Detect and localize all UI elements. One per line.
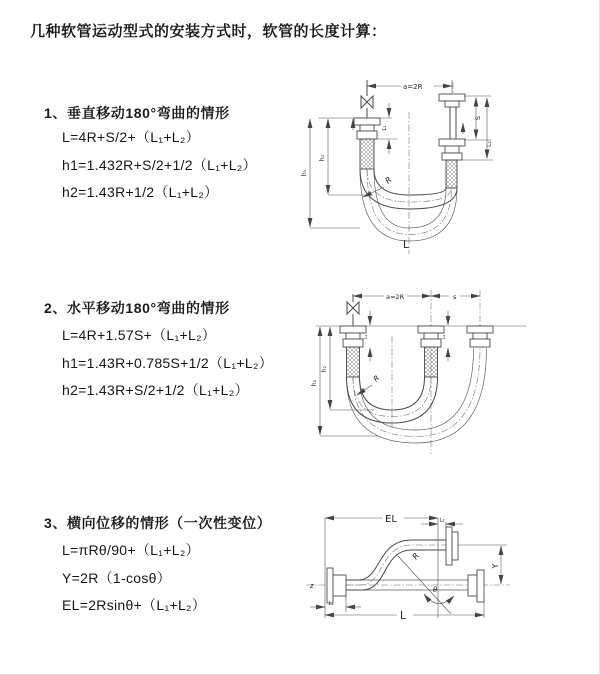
dim-label-s: S (474, 115, 482, 121)
dim-label-h1: h₁ (301, 169, 308, 177)
section-2 (44, 298, 230, 318)
dim-label-l2: L₂ (439, 517, 445, 524)
braided-hose-section (425, 347, 438, 377)
length-label: L (403, 239, 409, 251)
section-1 (44, 103, 230, 123)
dim-label-y: Y (491, 563, 500, 569)
formula: L=πRθ/90+（L₁+L₂） (62, 542, 200, 558)
hose-moved-position (347, 348, 487, 443)
angle-label: θ (433, 586, 438, 594)
section-3 (44, 513, 271, 533)
hose-solid (360, 169, 457, 209)
dim-label-h2: h₂ (319, 154, 326, 162)
dim-label-l1: L₁ (364, 334, 369, 340)
radius-line (398, 556, 451, 614)
dim-label-l1: L₁ (329, 601, 334, 607)
fittings (318, 94, 465, 188)
fittings (327, 527, 458, 603)
dim-label-l2: L₂ (442, 334, 447, 340)
dim-label-h2: h₂ (321, 365, 328, 373)
diagram-horizontal-180-bend (308, 286, 590, 462)
braided-hose-section (446, 160, 457, 188)
braided-hose-section (360, 139, 374, 169)
labels (309, 514, 500, 622)
formula: L=4R+S/2+（L₁+L₂） (62, 129, 200, 145)
fittings (316, 326, 526, 377)
valve-icon (361, 80, 373, 118)
dim-label-l2: L₂ (486, 141, 493, 147)
dim-label-h1: h₁ (311, 379, 318, 387)
formula: EL=2Rsinθ+（L₁+L₂） (62, 597, 207, 613)
length-label: L (400, 610, 406, 622)
z-mark: z (310, 582, 314, 590)
radius-label: R (383, 175, 394, 186)
section-2-heading: 2、水平移动180°弯曲的情形 (44, 300, 230, 316)
section-1-formulas (62, 124, 257, 207)
formula: Y=2R（1-cosθ） (62, 569, 172, 586)
diagram-vertical-180-bend (300, 70, 590, 260)
page-title: 几种软管运动型式的安装方式时，软管的长度计算： (30, 23, 387, 40)
angle-arc (424, 594, 454, 604)
formula: h1=1.43R+0.785S+1/2（L₁+L₂） (62, 354, 273, 371)
diagram-lateral-displacement (300, 500, 592, 660)
radius-label: R (371, 373, 382, 384)
formula: h1=1.432R+S/2+1/2（L₁+L₂） (62, 156, 257, 173)
radius-label: R (410, 551, 422, 562)
section-3-heading: 3、横向位移的情形（一次性变位） (44, 515, 272, 531)
dim-label-el: EL (385, 514, 397, 525)
section-1-heading: 1、垂直移动180°弯曲的情形 (44, 105, 230, 121)
dimensions (310, 80, 493, 228)
formula: L=4R+1.57S+（L₁+L₂） (62, 327, 217, 343)
formula: h2=1.43R+S/2+1/2（L₁+L₂） (62, 382, 249, 398)
dim-label-s: s (453, 293, 457, 301)
dim-label-l1: L₁ (382, 125, 388, 131)
valve-icon (347, 294, 359, 326)
formula: h2=1.43R+1/2（L₁+L₂） (62, 184, 219, 200)
hose-displaced (346, 540, 446, 590)
dim-label-a2r: a=2R (386, 293, 405, 301)
dim-label-a2r: a=2R (403, 83, 423, 91)
section-3-formulas (62, 537, 206, 620)
dimensions (310, 518, 507, 618)
section-2-formulas (62, 322, 273, 405)
dimensions (320, 296, 480, 436)
braided-hose-section (347, 347, 360, 377)
